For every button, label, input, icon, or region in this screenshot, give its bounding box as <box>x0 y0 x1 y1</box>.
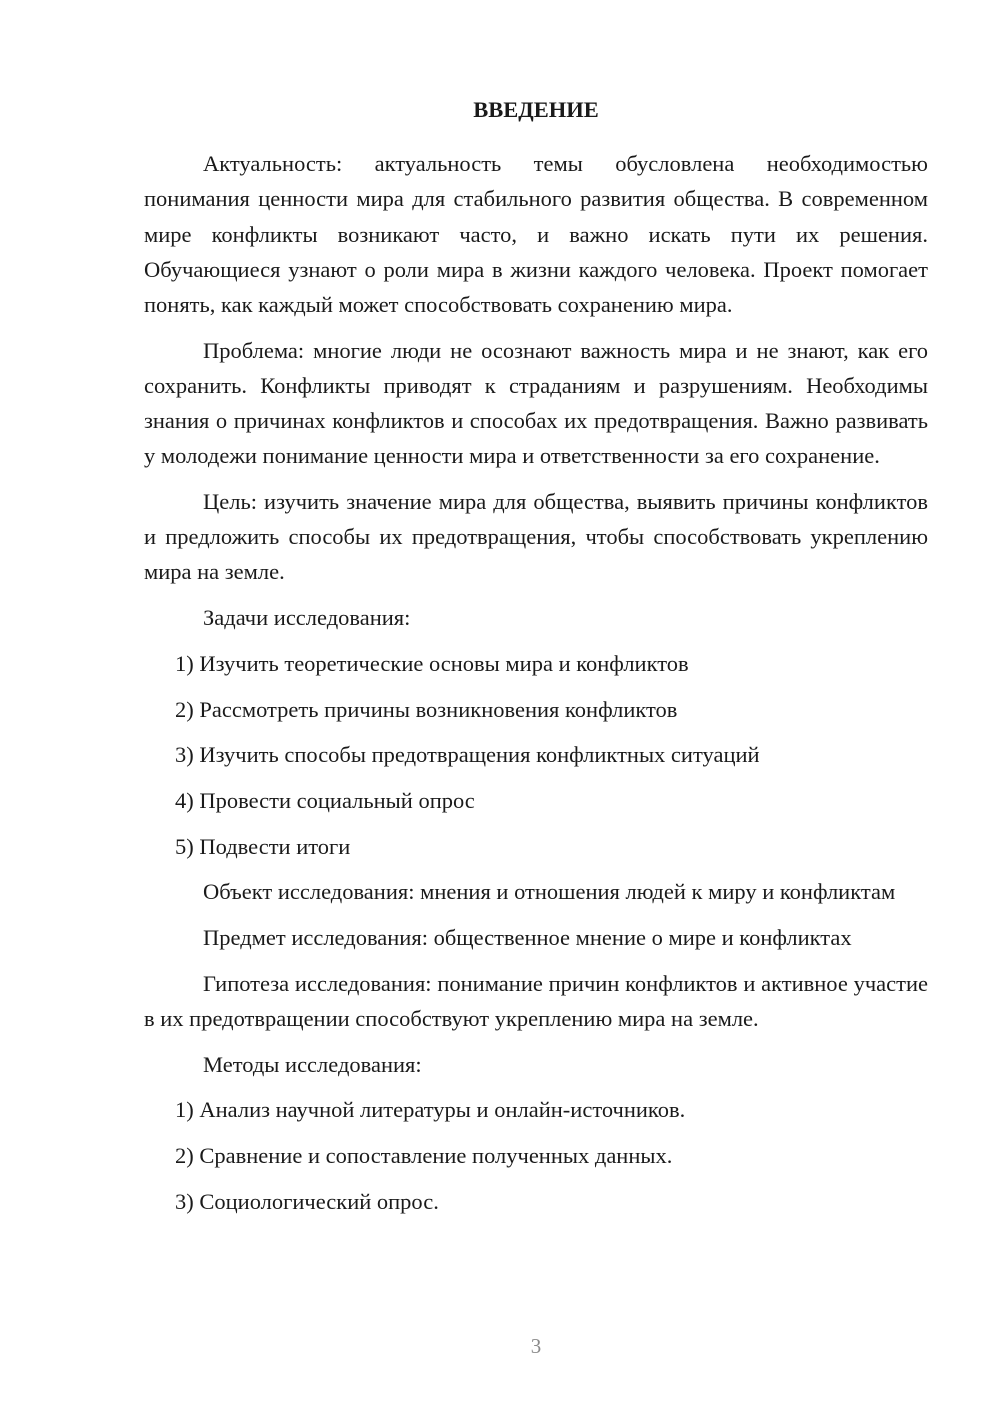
subject-paragraph: Предмет исследования: общественное мнение о мире и конфликтах <box>203 925 852 951</box>
methods-list <box>144 1092 928 1219</box>
document-page <box>144 92 928 1229</box>
list-item: 3) Изучить способы предотвращения конфликтных ситуаций <box>175 742 760 768</box>
page-number: 3 <box>530 1334 542 1358</box>
list-item: 5) Подвести итоги <box>175 833 351 859</box>
list-item: 2) Рассмотреть причины возникновения конфликтов <box>175 696 678 722</box>
relevance-paragraph: Актуальность: актуальность темы обусловлена необходимостью понимания ценности мира для стабильного развития общества. В современном мире конфликты возникают часто, и важно искать пути их решения. Обучающиеся узнают о роли мира в жизни каждого человека. Проект помогает понять, как каждый может способствовать сохранению мира. <box>144 151 928 318</box>
goal-paragraph: Цель: изучить значение мира для общества, выявить причины конфликтов и предложить способы их предотвращения, чтобы способствовать укреплению мира на земле. <box>144 489 928 585</box>
problem-paragraph: Проблема: многие люди не осознают важность мира и не знают, как его сохранить. Конфликты приводят к страданиям и разрушениям. Необходимы знания о причинах конфликтов и способах их предотвращения. Важно развивать у молодежи понимание ценности мира и ответственности за его сохранение. <box>144 337 928 469</box>
tasks-list <box>144 646 928 864</box>
list-item: 2) Сравнение и сопоставление полученных данных. <box>175 1143 673 1169</box>
methods-label: Методы исследования: <box>203 1051 422 1077</box>
list-item: 1) Изучить теоретические основы мира и конфликтов <box>175 650 689 676</box>
list-item: 3) Социологический опрос. <box>175 1188 439 1214</box>
page-title: ВВЕДЕНИЕ <box>473 97 599 122</box>
object-paragraph: Объект исследования: мнения и отношения людей к миру и конфликтам <box>203 879 896 905</box>
list-item: 1) Анализ научной литературы и онлайн-источников. <box>175 1097 686 1123</box>
tasks-label: Задачи исследования: <box>203 605 411 631</box>
list-item: 4) Провести социальный опрос <box>175 787 475 813</box>
hypothesis-paragraph: Гипотеза исследования: понимание причин конфликтов и активное участие в их предотвращении способствуют укреплению мира на земле. <box>144 970 928 1031</box>
